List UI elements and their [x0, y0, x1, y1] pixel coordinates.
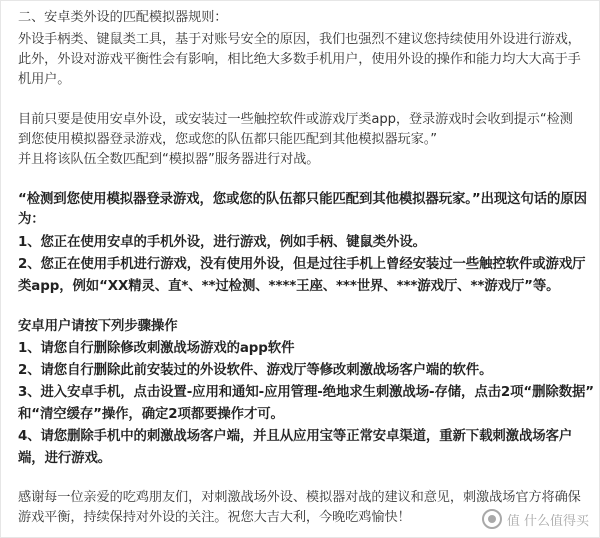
paragraph-line: 目前只要是使用安卓外设，或安装过一些触控软件或游戏厅类app，登录游戏时会收到提示“检测	[18, 112, 573, 127]
paragraph-line: 机用户。	[18, 72, 71, 87]
rules-heading: 二、安卓类外设的匹配模拟器规则：	[18, 10, 228, 25]
closing-line: 感谢每一位亲爱的吃鸡朋友们，对刺激战场外设、模拟器对战的建议和意见，刺激战场官方将确保	[18, 490, 581, 505]
step-item-4: 端，进行游戏。	[18, 451, 112, 466]
watermark-text: 值 什么值得买	[506, 513, 589, 529]
steps-heading: 安卓用户请按下列步骤操作	[18, 319, 178, 334]
reason-item-1: 1、您正在使用安卓的手机外设，进行游戏，例如手柄、键鼠类外设。	[18, 235, 426, 250]
step-item-4: 4、请您删除手机中的刺激战场客户端，并且从应用宝等正常安卓渠道，重新下载刺激战场客户	[18, 429, 573, 444]
step-item-2: 2、请您自行删除此前安装过的外设软件、游戏厅等修改刺激战场客户端的软件。	[18, 363, 493, 378]
paragraph-line: 外设手柄类、键鼠类工具，基于对账号安全的原因，我们也强烈不建议您持续使用外设进行游戏，	[18, 32, 581, 47]
reason-heading: “检测到您使用模拟器登录游戏，您或您的队伍都只能匹配到其他模拟器玩家。”出现这句话的原因	[18, 192, 587, 207]
step-item-3: 3、进入安卓手机，点击设置-应用和通知-应用管理-绝地求生刺激战场-存储，点击2项“删除数据”	[18, 385, 594, 400]
paragraph-line: 到您使用模拟器登录游戏，您或您的队伍都只能匹配到其他模拟器玩家。”	[18, 132, 437, 147]
step-item-1: 1、请您自行删除修改刺激战场游戏的app软件	[18, 341, 295, 356]
step-item-3: 和“清空缓存”操作，确定2项都要操作才可。	[18, 407, 284, 422]
smzdm-logo-icon	[482, 509, 502, 529]
watermark	[482, 509, 589, 529]
closing-line: 游戏平衡，持续保持对外设的关注。祝您大吉大利，今晚吃鸡愉快！	[18, 510, 411, 525]
paragraph-line: 此外，外设对游戏平衡性会有影响，相比绝大多数手机用户，使用外设的操作和能力均大大高于手	[18, 52, 581, 67]
paragraph-line: 并且将该队伍全数匹配到“模拟器”服务器进行对战。	[18, 152, 320, 167]
reason-item-2: 2、您正在使用手机进行游戏，没有使用外设，但是过往手机上曾经安装过一些触控软件或游戏厅	[18, 257, 586, 272]
reason-heading: 为：	[18, 212, 45, 227]
reason-item-2: 类app，例如“XX精灵、直*、**过检测、****王座、***世界、***游戏厅、**游戏厅”等。	[18, 279, 560, 294]
